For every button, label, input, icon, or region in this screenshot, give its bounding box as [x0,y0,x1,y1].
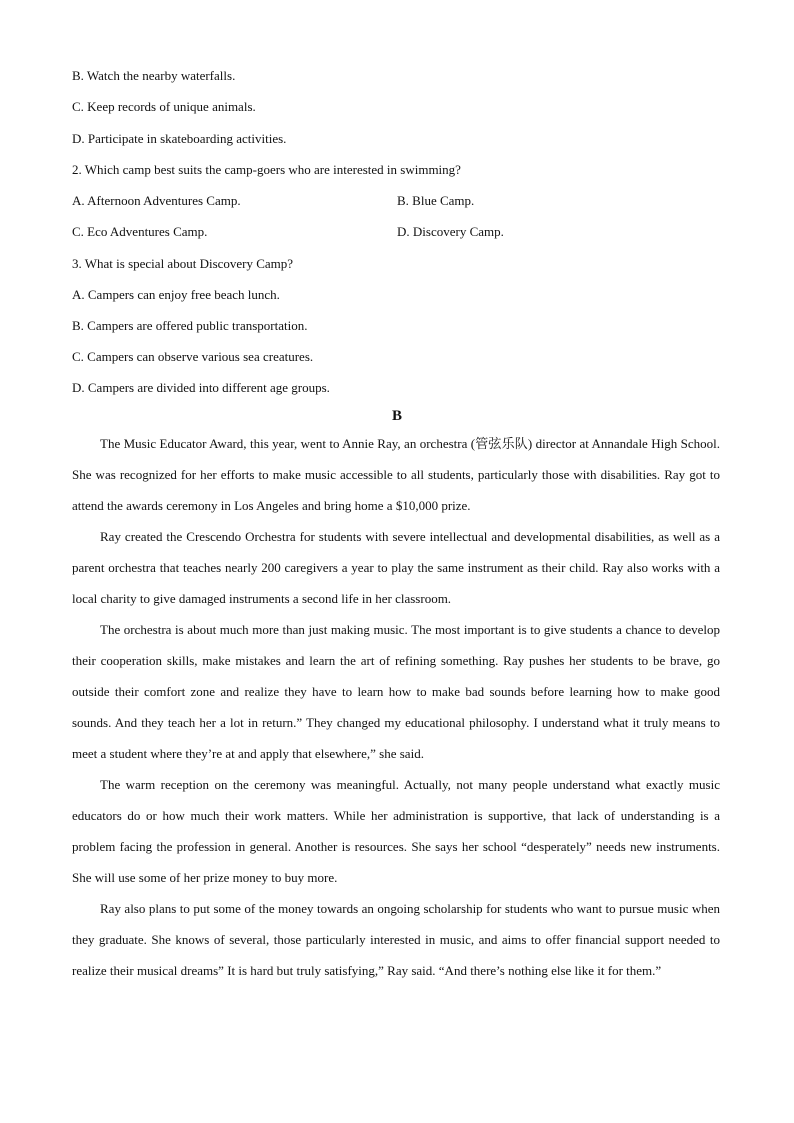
q1-option-d: D. Participate in skateboarding activities. [72,131,287,146]
section-heading: B [391,408,402,424]
q2-stem: 2. Which camp best suits the camp-goers who are interested in swimming? [72,162,461,177]
q2-option-d: D. Discovery Camp. [397,224,504,239]
q2-option-a: A. Afternoon Adventures Camp. [72,193,241,208]
q1-option-c: C. Keep records of unique animals. [72,99,256,114]
q3-option-a: A. Campers can enjoy free beach lunch. [72,287,280,302]
q3-option-b: B. Campers are offered public transportation. [72,318,308,333]
q1-option-b: B. Watch the nearby waterfalls. [72,68,236,83]
q2-option-c: C. Eco Adventures Camp. [72,224,208,239]
q3-stem: 3. What is special about Discovery Camp? [72,256,294,271]
q3-option-c: C. Campers can observe various sea creatures. [72,349,314,364]
passage-paragraph: The warm reception on the ceremony was meaningful. Actually, not many people understand what exactly music educators do or how much their work matters. While her administration is supportive, that lack of understanding is a problem facing the profession in general. Another is resources. She says her school “desperately” needs new instruments. She will use some of her prize money to buy more. [72,777,720,885]
passage [72,428,720,986]
passage-paragraph: Ray also plans to put some of the money towards an ongoing scholarship for students who want to pursue music when they graduate. She knows of several, those particularly interested in music, and aims to offer financial support needed to realize their musical dreams” It is hard but truly satisfying,” Ray said. “And there’s nothing else like it for them.” [72,901,720,978]
passage-paragraph: The Music Educator Award, this year, went to Annie Ray, an orchestra (管弦乐队) director at Annandale High School. She was recognized for her efforts to make music accessible to all students, particularly those with disabilities. Ray got to attend the awards ceremony in Los Angeles and bring home a $10,000 prize. [72,436,720,513]
passage-paragraph: The orchestra is about much more than just making music. The most important is to give students a chance to develop their cooperation skills, make mistakes and learn the art of refining something. Ray pushes her students to be brave, go outside their comfort zone and realize they have to learn how to make bad sounds before learning how to make good sounds. And they teach her a lot in return.” They changed my educational philosophy. I understand what it truly means to meet a student where they’re at and apply that elsewhere,” she said. [72,622,720,761]
passage-paragraph: Ray created the Crescendo Orchestra for students with severe intellectual and developmental disabilities, as well as a parent orchestra that teaches nearly 200 caregivers a year to play the same instrument as their child. Ray also works with a local charity to give damaged instruments a second life in her classroom. [72,529,720,606]
q3-option-d: D. Campers are divided into different age groups. [72,380,330,395]
q2-option-b: B. Blue Camp. [397,193,475,208]
